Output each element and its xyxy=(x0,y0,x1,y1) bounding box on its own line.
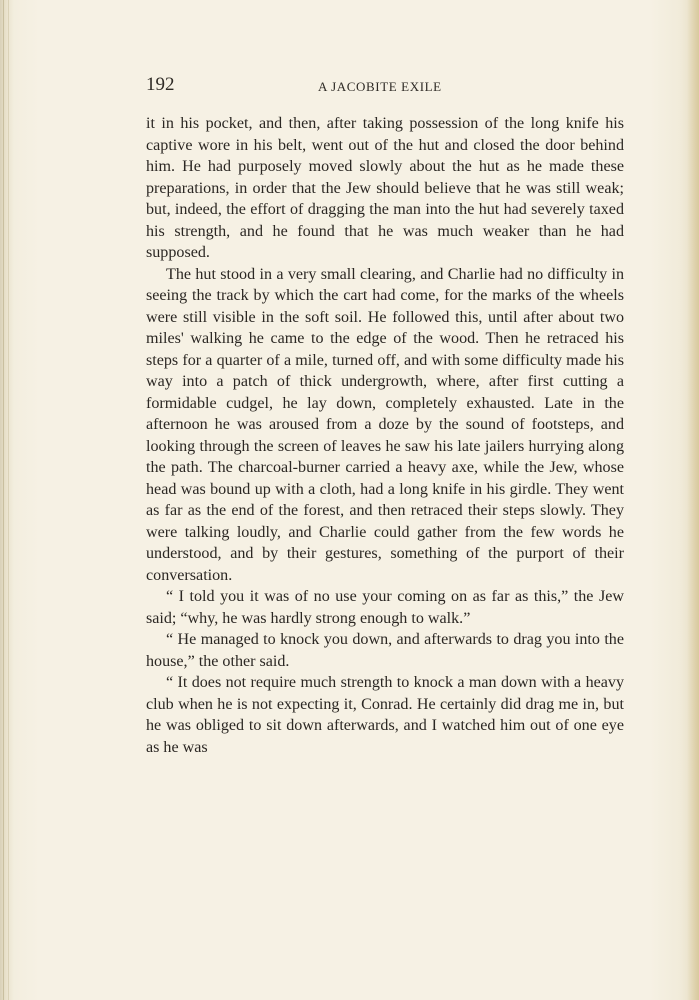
page-edge-shadow xyxy=(687,0,699,1000)
paragraph: “ He managed to knock you down, and afterwards to drag you into the house,” the other said. xyxy=(146,631,624,670)
gutter-line xyxy=(3,0,4,1000)
body-text xyxy=(146,113,624,758)
paragraph: The hut stood in a very small clearing, and Charlie had no difficulty in seeing the track by which the cart had come, for the marks of the wheels were still visible in the soft soil. He followed this, until after about two miles' walking he came to the edge of the wood. Then he retraced his steps for a quarter of a mile, turned off, and with some difficulty made his way into a patch of thick undergrowth, where, after first cutting a formidable cudgel, he lay down, completely exhausted. Late in the afternoon he was aroused from a doze by the sound of footsteps, and looking through the screen of leaves he saw his late jailers hurrying along the path. The charcoal-burner carried a heavy axe, while the Jew, whose head was bound up with a cloth, had a long knife in his girdle. They went as far as the end of the forest, and then retraced their steps slowly. They were talking loudly, and Charlie could gather from the few words he understood, and by their gestures, something of the purport of their conversation. xyxy=(146,265,624,584)
running-title: A JACOBITE EXILE xyxy=(318,79,442,94)
paragraph: it in his pocket, and then, after taking possession of the long knife his captive wore in his belt, went out of the hut and closed the door behind him. He had purposely moved slowly about the hut as he made these preparations, in order that the Jew should believe that he was still weak; but, indeed, the effort of dragging the man into the hut had severely taxed his strength, and he found that he was much weaker than he had supposed. xyxy=(146,115,624,261)
gutter-line xyxy=(8,0,9,1000)
page-number: 192 xyxy=(146,74,175,95)
paragraph: “ It does not require much strength to knock a man down with a heavy club when he is not expecting it, Conrad. He certainly did drag me in, but he was obliged to sit down afterwards, and I watched him out of one eye as he was xyxy=(146,674,624,756)
paragraph: “ I told you it was of no use your coming on as far as this,” the Jew said; “why, he was hardly strong enough to walk.” xyxy=(146,588,624,627)
page-header xyxy=(146,74,626,98)
